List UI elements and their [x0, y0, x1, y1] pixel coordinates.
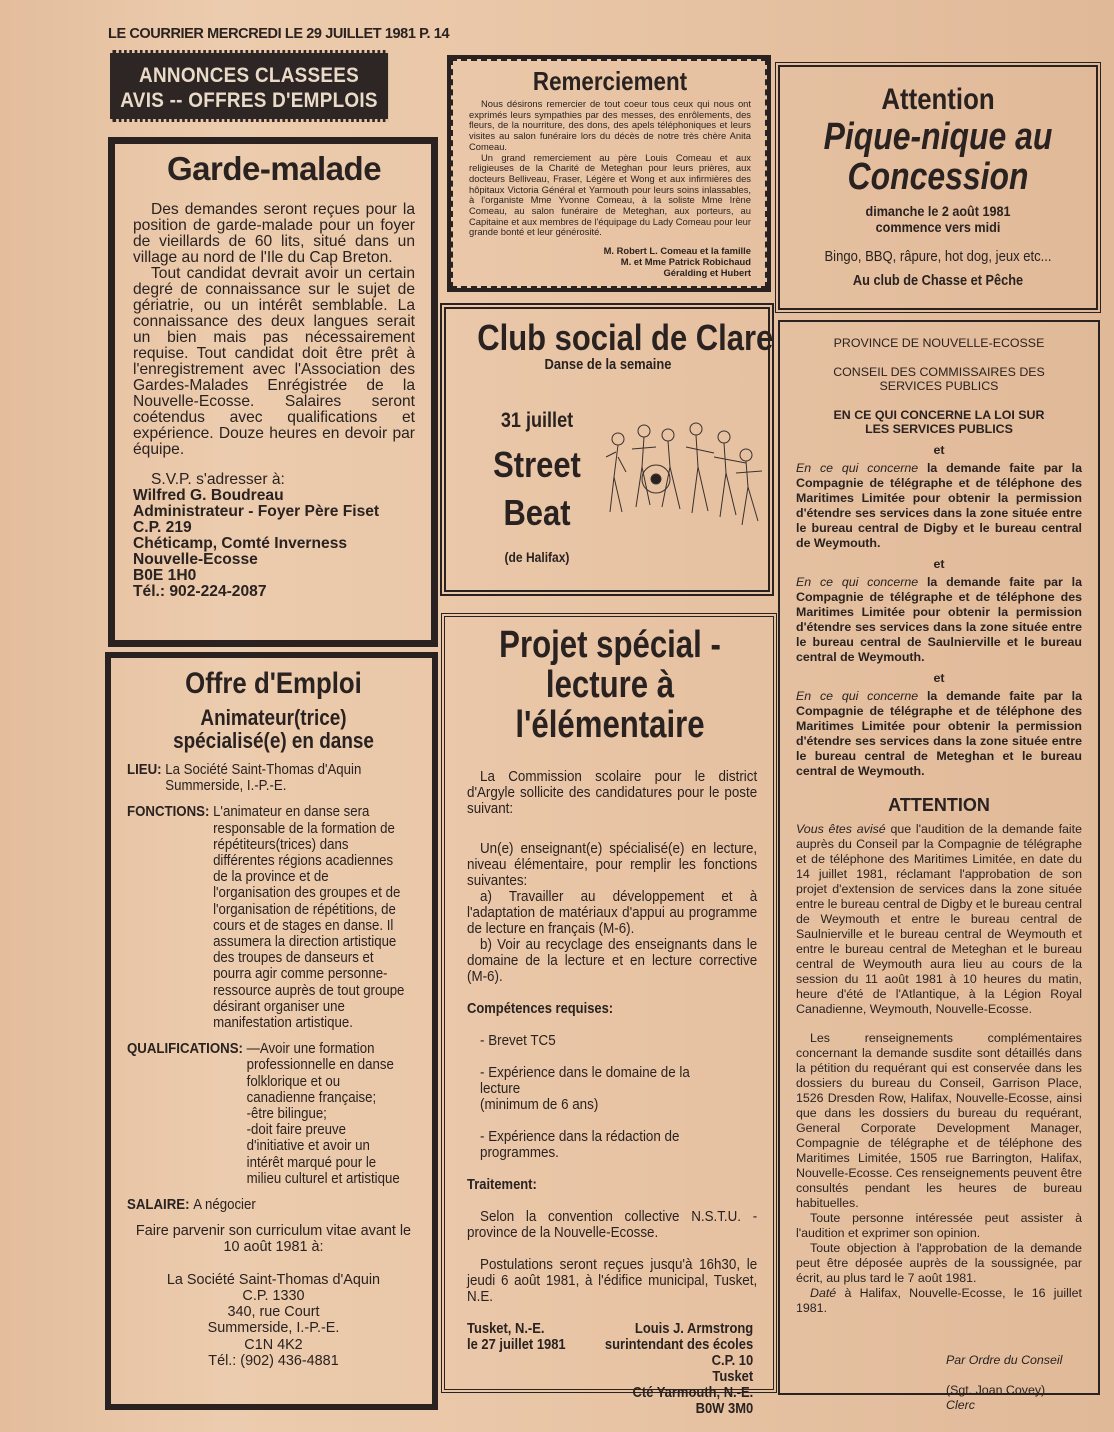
notice-objection: Toute objection à l'approbation de la demande peut être déposée auprès de la soussignée, par écrit, au plus tard le 7 août 1981.	[796, 1240, 1082, 1285]
ad-garde-malade	[108, 137, 438, 647]
request-text: la demande faite par la Compagnie de télégraphe et de téléphone des Maritimes Limitée pour obtenir la permission d'étendre ses services dans la zone située entre le bureau central de Digby et le bureau central de Weymouth.	[796, 460, 1082, 550]
band-sketch-icon	[596, 417, 766, 535]
contact-city: Chéticamp, Comté Inverness	[133, 535, 348, 552]
band-origin: (de Halifax)	[504, 549, 570, 565]
contact-phone: Tél.: 902-224-2087	[133, 583, 267, 600]
ad-piquenique	[778, 65, 1098, 310]
notice-board: CONSEIL DES COMMISSAIRES DES SERVICES PUBLICS	[833, 364, 1045, 393]
skill-item: - Brevet TC5	[480, 1033, 556, 1049]
deadline-text: Postulations seront reçues jusqu'à 16h30, le jeudi 6 août 1981, à l'édifice municipal, Tusket, N.E.	[467, 1257, 758, 1305]
footer-place-date: Tusket, N.-E. le 27 juillet 1981	[467, 1321, 566, 1353]
musician-figure	[686, 423, 714, 513]
signature-line: Par Ordre du Conseil	[946, 1352, 1063, 1367]
notice-signature: M. Robert L. Comeau et la famille M. et Mme Patrick Robichaud Géralding et Hubert	[603, 245, 751, 278]
page-masthead: LE COURRIER MERCREDI LE 29 JUILLET 1981 P. 14	[108, 26, 450, 42]
signature-line: Clerc	[946, 1397, 975, 1412]
skill-item: - Expérience dans le domaine de la lecture (minimum de 6 ans)	[480, 1065, 690, 1113]
request-prefix: En ce qui concerne	[796, 688, 919, 703]
field-qualifications	[127, 1041, 431, 1187]
musician-figure	[632, 425, 656, 507]
ad-title-line: Concession	[847, 156, 1029, 198]
ad-position: Un(e) enseignant(e) spécialisé(e) en lecture, niveau élémentaire, pour remplir les fonctions suivantes:	[467, 841, 758, 889]
contact-po-box: C.P. 219	[133, 519, 192, 536]
notice-dated	[796, 1286, 1082, 1316]
field-label: QUALIFICATIONS:	[127, 1041, 243, 1058]
ad-title-line: l'élémentaire	[515, 704, 705, 746]
ad-title-line: lecture à	[545, 664, 675, 706]
notice-request	[796, 689, 1082, 779]
request-text: la demande faite par la Compagnie de télégraphe et de téléphone des Maritimes Limitée pour obtenir la permission d'étendre ses services dans la zone située entre le bureau central de Meteghan et le bureau central de Weymouth.	[796, 688, 1082, 778]
field-lieu	[127, 762, 431, 794]
event-place: Au club de Chasse et Pêche	[852, 273, 1024, 289]
ad-offre-emploi	[105, 652, 438, 1410]
notice-body	[469, 99, 751, 238]
dated-prefix: Daté	[810, 1285, 837, 1300]
field-label: FONCTIONS:	[127, 804, 210, 821]
contact-postal-code: B0E 1H0	[133, 567, 197, 584]
ad-title: Garde-malade	[166, 150, 382, 187]
notice-paragraph: Nous désirons remercier de tout coeur tous ceux qui nous ont exprimés leurs sympathies par des messes, des enrôlements, des fleurs, de la nourriture, des dons, des apels téléphoniques et leurs visites au salon funéraire lors du décès de notre très chère Anita Comeau.	[469, 98, 751, 152]
ad-title: Club social de Clare	[477, 317, 774, 358]
field-label: LIEU:	[127, 762, 162, 778]
section-banner-line-2: AVIS -- OFFRES D'EMPLOIS	[120, 88, 378, 112]
footer-signatory: Louis J. Armstrong surintendant des écoles C.P. 10 Tusket Cté Yarmouth, N.-E. B0W 3M0	[604, 1321, 754, 1417]
notice-attention-heading: ATTENTION	[888, 794, 990, 815]
ad-body	[133, 202, 415, 458]
notice-law: EN CE QUI CONCERNE LA LOI SUR LES SERVICES PUBLICS	[833, 407, 1045, 436]
hearing-text: que l'audition de la demande faite auprès du Conseil par la Compagnie de télégraphe et de téléphone des Maritimes Limitée, en date du 14 juillet 1981, réclamant l'approbation de son projet d'extension de services dans la zone située entre le bureau central de Digby et le bureau central de Weymouth et entre le bureau central de Saulnierville et le bureau central de Weymouth et entre le bureau central de Meteghan et le bureau central de Weymouth aura lieu au cours de la session du 11 août 1981 à 10 heures du matin, heure d'été de l'Atlantique, à la Légion Royal Canadienne, Weymouth, Nouvelle-Ecosse.	[796, 821, 1082, 1016]
notice-hearing	[796, 822, 1082, 1017]
ad-heading: Attention	[881, 83, 995, 116]
field-salaire	[127, 1197, 431, 1213]
application-address: La Société Saint-Thomas d'Aquin C.P. 1330 340, rue Court Summerside, I.-P.-E. C1N 4K2 Tél.: (902) 436-4881	[166, 1271, 381, 1369]
skill-item: - Expérience dans la rédaction de programmes.	[480, 1129, 680, 1161]
ad-paragraph: Des demandes seront reçues pour la position de garde-malade pour un foyer de vieillards de 60 lits, situé dans un village au nord de l'Ile du Cap Breton.	[133, 201, 415, 266]
notice-conjunction: et	[933, 556, 945, 571]
salary-text: Selon la convention collective N.S.T.U. - province de la Nouvelle-Ecosse.	[467, 1209, 758, 1241]
event-when: dimanche le 2 août 1981 commence vers midi	[865, 203, 1011, 235]
contact-intro: S.V.P. s'adresser à:	[151, 471, 285, 488]
application-instructions: Faire parvenir son curriculum vitae avant le 10 août 1981 à:	[135, 1223, 412, 1256]
notice-title: Remerciement	[532, 66, 688, 96]
notice-request	[796, 461, 1082, 551]
notice-info: Les renseignements complémentaires concernant la demande susdite sont détaillés dans la pétition du requérant qui est conservée dans les dossiers du bureau du Conseil, Garrison Place, 1526 Dresden Row, Halifax, Nouvelle-Ecosse, ainsi que dans les dossiers du bureau du requérant, General Corporate Development Manager, Compagnie de télégraphe et de téléphone des Maritimes Limitée, 1505 rue Barrington, Halifax, Nouvelle-Ecosse. Ces renseignements peuvent être consultés pendant les heures de bureau habituelles.	[796, 1030, 1082, 1210]
ad-subtitle: Danse de la semaine	[544, 356, 672, 373]
drum-figure	[642, 429, 680, 509]
ad-title	[493, 625, 728, 745]
ad-duty-a: a) Travailler au développement et à l'adaptation de matériaux d'appui au programme de lecture en français (M-6).	[467, 889, 758, 937]
musician-figure	[606, 433, 626, 512]
notice-paragraph: Un grand remerciement au père Louis Comeau et aux religieuses de la Charité de Meteghan pour leurs prières, aux docteurs Belliveau, Fraser, Légère et Wong et aux infirmières des hôpitaux Victoria Général et Yarmouth pour leurs soins inlassables, à l'organiste Mme Yvonne Comeau, à la soliste Mme Irène Comeau, au salon funéraire de Meteghan, aux porteurs, au Capitaine et aux membres de l'équipage du Lady Comeau pour leur grande bonté et leur générosité.	[469, 151, 751, 238]
notice-signature	[946, 1338, 1082, 1428]
event-activities: Bingo, BBQ, râpure, hot dog, jeux etc...	[824, 249, 1052, 265]
dated-text: à Halifax, Nouvelle-Ecosse, le 16 juillet 1981.	[796, 1285, 1082, 1315]
field-fonctions	[127, 804, 431, 1031]
notice-province: PROVINCE DE NOUVELLE-ECOSSE	[833, 336, 1045, 350]
ad-title-line: Projet spécial -	[499, 624, 721, 666]
musician-figure	[736, 449, 762, 525]
request-prefix: En ce qui concerne	[796, 574, 919, 589]
band-name	[473, 441, 602, 537]
notice-avis-public	[778, 320, 1100, 1412]
request-prefix: En ce qui concerne	[796, 460, 919, 475]
contact-title: Administrateur - Foyer Père Fiset	[133, 503, 380, 520]
field-value: L'animateur en danse sera responsable de la formation de répétiteurs(trices) dans différentes régions acadiennes de la province et de l'organisation des groupes et de l'organisation de répétitions, de cours et de stages en danse. Il assumera la direction artistique des troupes de danseurs et pourra agir comme personne- ressource auprès de tout groupe désirant organiser une manifestation artistique.	[213, 804, 405, 1032]
hearing-prefix: Vous êtes avisé	[796, 821, 886, 836]
event-details	[462, 409, 612, 565]
band-name-line-1: Street	[493, 444, 581, 485]
notice-attend: Toute personne intéressée peut assister à l'audition et exprimer son opinion.	[796, 1210, 1082, 1240]
notice-remerciement	[447, 55, 771, 292]
musician-figure	[714, 431, 746, 517]
field-label: SALAIRE:	[127, 1197, 190, 1214]
ad-intro: La Commission scolaire pour le district d'Argyle sollicite des candidatures pour le poste suivant:	[467, 769, 758, 817]
contact-province: Nouvelle-Ecosse	[133, 551, 258, 568]
signature-line: (Sgt. Joan Covey)	[946, 1382, 1046, 1397]
ad-footer	[467, 1321, 753, 1417]
band-name-line-2: Beat	[503, 492, 571, 533]
ad-projet-special	[441, 613, 777, 1417]
field-value: La Société Saint-Thomas d'Aquin Summerside, I.-P.-E.	[165, 762, 362, 795]
salary-heading: Traitement:	[467, 1177, 537, 1193]
skills-heading: Compétences requises:	[467, 1001, 614, 1017]
ad-title: Offre d'Emploi	[185, 667, 362, 700]
field-value: —Avoir une formation professionnelle en danse folklorique et ou canadienne française; -être bilingue; -doit faire preuve d'initiative et avoir un intérêt marqué pour le milieu culturel et artistique	[246, 1041, 400, 1187]
section-banner-line-1: ANNONCES CLASSEES	[139, 63, 360, 87]
event-date: 31 juillet	[500, 409, 574, 432]
ad-contact	[133, 472, 415, 600]
ad-title-line: Pique-nique au	[823, 116, 1053, 158]
field-value: A négocier	[193, 1197, 256, 1214]
ad-paragraph: Tout candidat devrait avoir un certain degré de connaissance sur le sujet de gériatrie, ou un intérêt semblable. La connaissance des deux langues serait un bien mais pas nécessairement requise. Tout candidat doit être prêt à l'enregistrement avec l'Association des Gardes-Malades Enrégistrée de la Nouvelle-Ecosse. Salaires seront coétendus avec qualifications et expérience. Douze heures en devoir par équipe.	[133, 265, 415, 458]
request-text: la demande faite par la Compagnie de télégraphe et de téléphone des Maritimes Limitée pour obtenir la permission d'étendre ses services dans la zone située entre le bureau central de Saulnierville et le bureau central de Weymouth.	[796, 574, 1082, 664]
notice-request	[796, 575, 1082, 665]
notice-conjunction: et	[933, 442, 945, 457]
ad-duty-b: b) Voir au recyclage des enseignants dans le domaine de la lecture et en lecture corrective (M-6).	[467, 937, 758, 985]
notice-conjunction: et	[933, 670, 945, 685]
ad-title	[805, 117, 1070, 197]
contact-name: Wilfred G. Boudreau	[133, 487, 284, 504]
ad-subtitle: Animateur(trice) spécialisé(e) en danse	[173, 705, 374, 753]
section-banner	[110, 50, 388, 122]
ad-club-social	[440, 303, 774, 596]
